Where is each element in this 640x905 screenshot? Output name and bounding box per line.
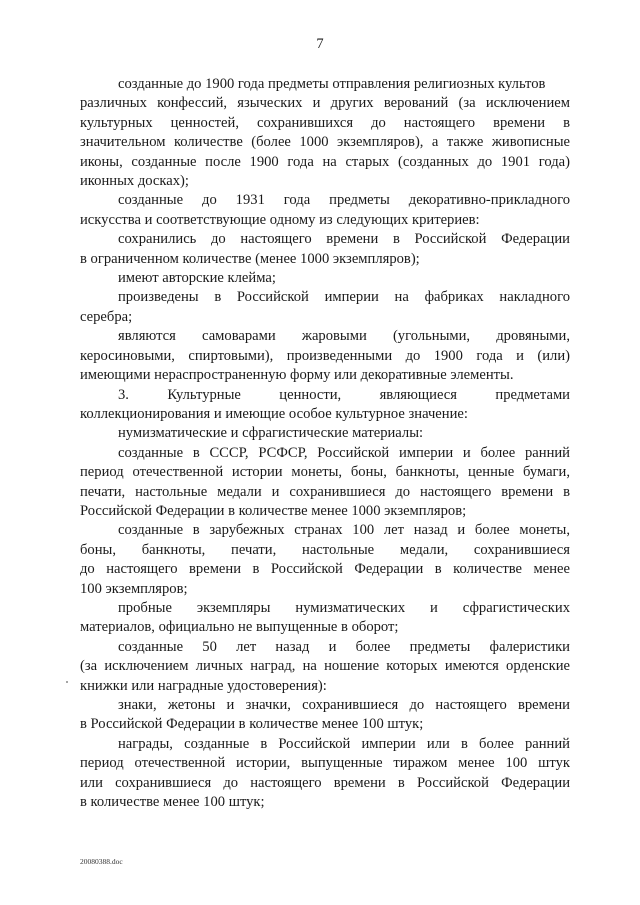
text-line: нумизматические и сфрагистические материалы:: [118, 425, 424, 442]
text-line: 3. Культурные ценности, являющиеся предметами: [118, 386, 570, 403]
text-line: пробные экземпляры нумизматических и сфрагистических: [118, 599, 570, 616]
text-line: в количестве менее 100 штук;: [80, 794, 265, 811]
paragraph: [80, 521, 570, 599]
paragraph: [80, 444, 570, 522]
text-line: серебра;: [80, 308, 133, 325]
paragraph: [80, 599, 570, 638]
text-line: награды, созданные в Российской империи или в более ранний: [118, 735, 570, 752]
text-line: печати, настольные медали и сохранившиеся до настоящего времени в: [80, 483, 570, 500]
text-line: в Российской Федерации в количестве менее 100 штук;: [80, 716, 424, 733]
text-line: имеют авторские клейма;: [118, 270, 276, 287]
page-number: 7: [316, 36, 324, 52]
text-line: созданные в СССР, РСФСР, Российской империи и более ранний: [118, 444, 570, 461]
text-line: знаки, жетоны и значки, сохранившиеся до настоящего времени: [118, 697, 570, 713]
text-line: иконы, созданные после 1900 года на старых (созданных до 1901 года): [80, 153, 570, 170]
text-line: созданные в зарубежных странах 100 лет назад и более монеты,: [118, 522, 570, 539]
document-body: [80, 75, 570, 812]
text-line: период отечественной истории монеты, боны, банкноты, ценные бумаги,: [80, 464, 570, 481]
text-line: период отечественной истории, выпущенные тиражом менее 100 штук: [80, 755, 570, 772]
text-line: (за исключением личных наград, на ношение которых имеются орденские: [80, 658, 570, 675]
text-line: или сохранившиеся до настоящего времени в Российской Федерации: [80, 774, 570, 791]
text-line: созданные до 1900 года предметы отправления религиозных культов: [118, 76, 546, 92]
text-line: коллекционирования и имеющие особое культурное значение:: [80, 405, 468, 422]
paragraph: [80, 424, 570, 443]
text-line: имеющими нераспространенную форму или декоративные элементы.: [80, 367, 514, 384]
paragraph: [80, 75, 570, 191]
text-line: книжки или наградные удостоверения):: [80, 677, 327, 694]
text-line: сохранились до настоящего времени в Российской Федерации: [118, 231, 570, 248]
paragraph: [80, 735, 570, 813]
text-line: материалов, официально не выпущенные в оборот;: [80, 619, 399, 636]
paragraph: [80, 191, 570, 230]
text-line: различных конфессий, языческих и других верований (за исключением: [80, 95, 570, 112]
text-line: созданные 50 лет назад и более предметы фалеристики: [118, 638, 570, 655]
paragraph: [80, 696, 570, 735]
paragraph: [80, 230, 570, 269]
scan-artifact-dot: [66, 681, 68, 683]
text-line: культурных ценностей, сохранившихся до настоящего времени в: [80, 114, 570, 131]
text-line: керосиновыми, спиртовыми), произведенными до 1900 года и (или): [80, 347, 570, 364]
text-line: Российской Федерации в количестве менее 1000 экземпляров;: [80, 502, 467, 519]
paragraph: [80, 327, 570, 385]
text-line: созданные до 1931 года предметы декоративно-прикладного: [118, 192, 570, 209]
paragraph: [80, 386, 570, 425]
paragraph: [80, 269, 570, 288]
text-line: значительном количестве (более 1000 экземпляров), а также живописные: [80, 134, 570, 151]
text-line: в ограниченном количестве (менее 1000 экземпляров);: [80, 250, 420, 267]
text-line: до настоящего времени в Российской Федерации в количестве менее: [80, 561, 570, 578]
text-line: боны, банкноты, печати, настольные медали, сохранившиеся: [80, 541, 570, 558]
text-line: 100 экземпляров;: [80, 580, 188, 597]
text-line: произведены в Российской империи на фабриках накладного: [118, 289, 570, 306]
text-line: искусства и соответствующие одному из следующих критериев:: [80, 211, 480, 228]
footer-filename: 20080388.doc: [80, 857, 123, 866]
text-line: являются самоварами жаровыми (угольными, дровяными,: [118, 328, 570, 345]
paragraph: [80, 638, 570, 696]
text-line: иконных досках);: [80, 173, 189, 190]
paragraph: [80, 288, 570, 327]
